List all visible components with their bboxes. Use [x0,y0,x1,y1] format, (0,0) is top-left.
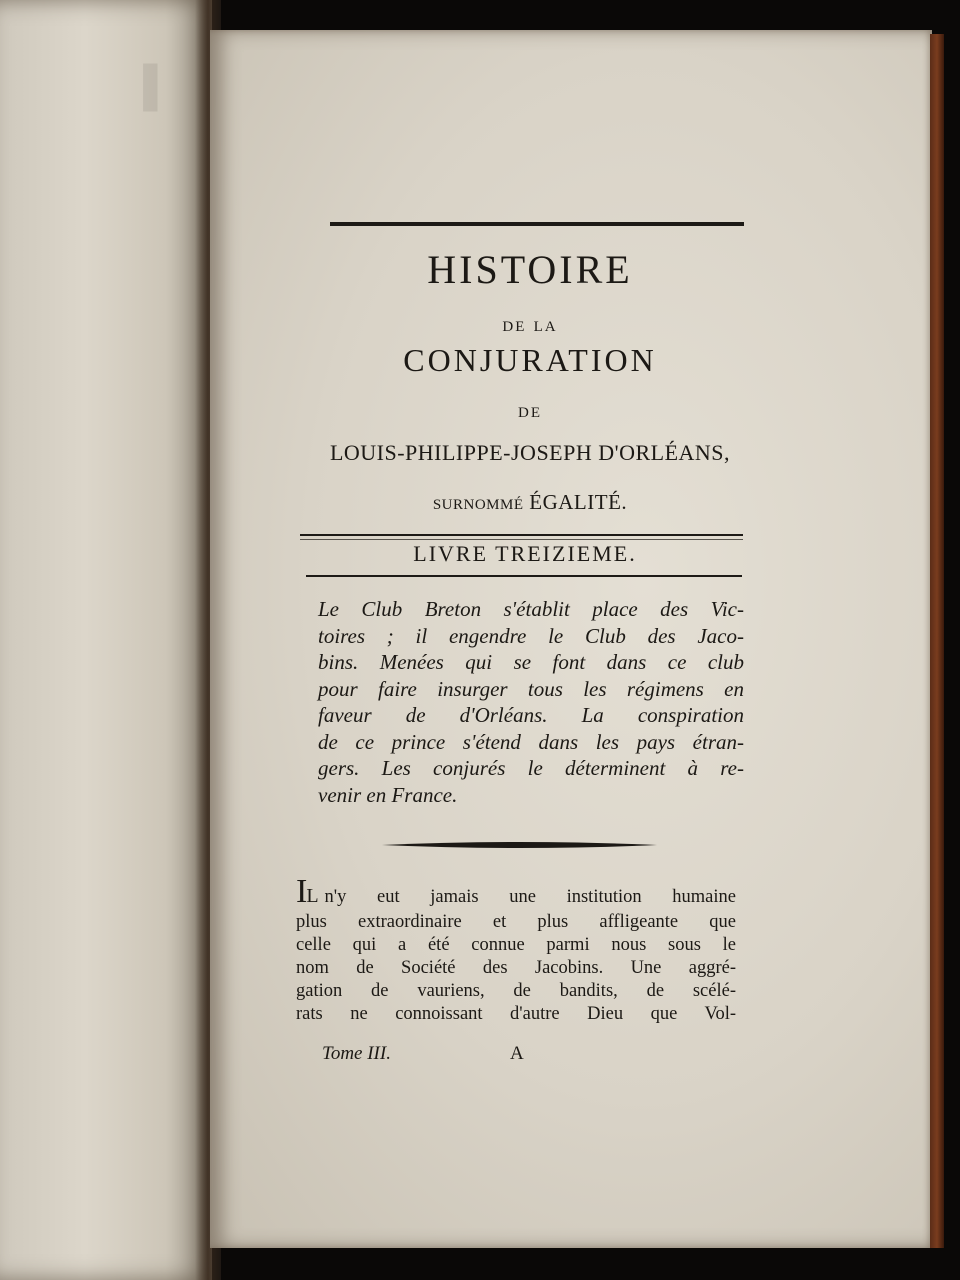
summary-line: Le Club Breton s'établit place des Vic- [318,597,744,621]
summary-line: de ce prince s'étend dans les pays étran- [318,729,744,754]
title-name: LOUIS-PHILIPPE-JOSEPH D'ORLÉANS, [329,440,731,465]
body-first-line [296,873,736,911]
body-line: plus extraordinaire et plus affligeante que [296,912,736,932]
body-line: rats ne connoissant d'autre Dieu que Vol- [296,1004,736,1024]
summary-line: venir en France. [318,782,458,807]
body-text [296,873,736,1026]
left-page-bleed: ▬ [115,63,169,112]
title-histoire: HISTOIRE [427,247,633,292]
page-edge [930,34,944,1248]
title-conjuration: CONJURATION [403,342,657,378]
signature-mark: A [510,1043,524,1064]
chapter-summary [318,596,744,808]
summary-line: toires ; il engendre le Club des Jaco- [318,623,744,648]
heading-top-rule-thin [300,539,743,540]
drop-cap-rest: L [306,885,319,907]
heading-top-rule [300,534,743,536]
body-line: celle qui a été connue parmi nous sous le [296,935,736,955]
summary-line: faveur de d'Orléans. La conspiration [318,703,744,727]
summary-line: pour faire insurger tous les régimens en [318,676,744,701]
top-rule [330,222,744,226]
body-line: gation de vauriens, de bandits, de scélé- [296,981,736,1001]
title-de: de [518,398,542,422]
body-line: nom de Société des Jacobins. Une aggré- [296,958,736,978]
left-page [0,0,212,1280]
book-heading: LIVRE TREIZIEME. [413,541,637,566]
ornamental-rule-icon [382,838,657,852]
title-surname: surnommé ÉGALITÉ. [432,490,628,514]
drop-cap: I [296,873,307,910]
body-line: n'y eut jamais une institution humaine [324,887,736,907]
summary-line: gers. Les conjurés le déterminent à re- [318,756,744,780]
summary-line: bins. Menées qui se font dans ce club [318,650,744,674]
title-de-la: de la [502,312,558,336]
heading-bottom-rule [306,575,742,577]
volume-number: Tome III. [322,1043,391,1064]
